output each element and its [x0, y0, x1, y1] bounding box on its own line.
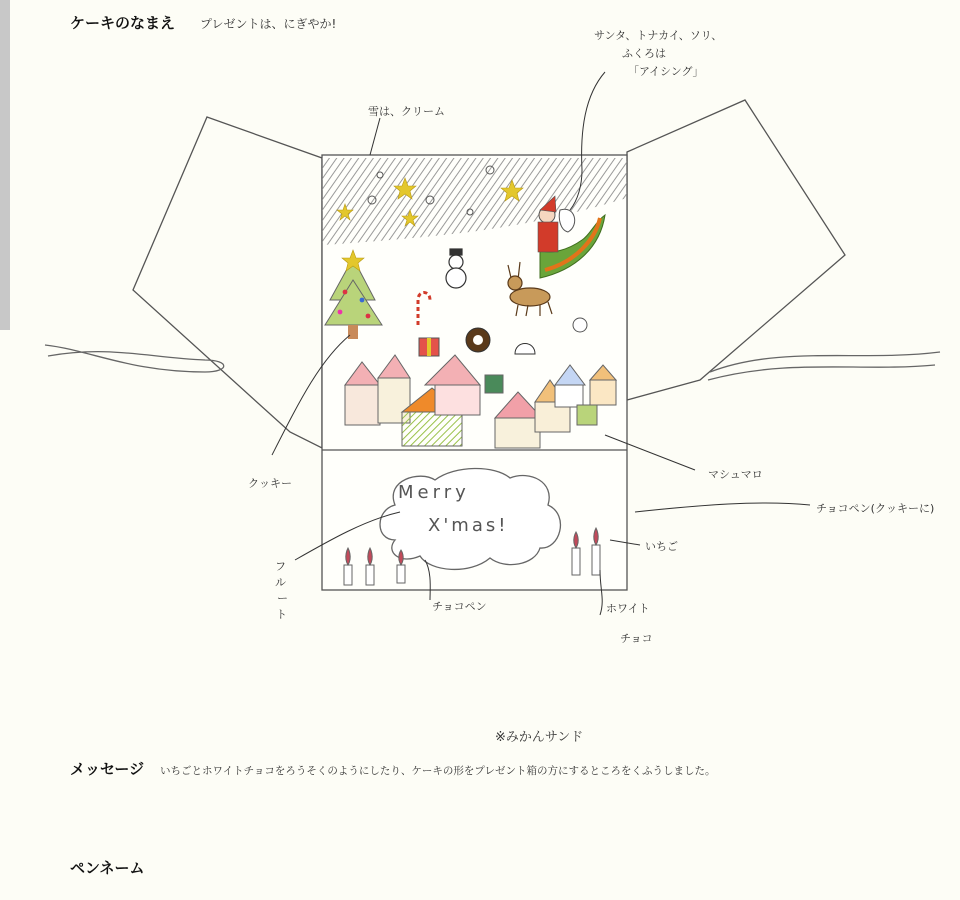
- right-flap: [627, 100, 845, 400]
- annotation-snow-cream: 雪は、クリーム: [368, 105, 445, 118]
- message-value: いちごとホワイトチョコをろうそくのようにしたり、ケーキの形をプレゼント箱の方にするところをくふうしました。: [160, 765, 716, 777]
- annotation-choco-pen: チョコペン: [432, 600, 487, 613]
- xmas-text: X'mas!: [428, 515, 509, 536]
- cake-name-value: プレゼントは、にぎやか!: [200, 17, 337, 31]
- cake-name-label: ケーキのなまえ: [70, 14, 176, 32]
- annotation-strawberry: いちご: [645, 540, 678, 553]
- annotation-choco-pen-cookie: チョコペン(クッキーに): [816, 502, 935, 515]
- annotation-flute-3: ー: [277, 592, 288, 605]
- pen-name-label: ペンネーム: [70, 859, 145, 877]
- present: [419, 338, 439, 356]
- right-ribbon: [708, 352, 940, 380]
- annotation-cookie: クッキー: [248, 477, 292, 490]
- wreath: [466, 328, 490, 352]
- annotation-flute-2: ル: [275, 576, 286, 589]
- annotation-mikan-sand: ※みかんサンド: [495, 730, 584, 745]
- annotation-marshmallow: マシュマロ: [708, 468, 763, 481]
- annotation-bag-icing-2: 「アイシング」: [628, 65, 704, 78]
- annotation-flute-4: ト: [276, 608, 287, 621]
- annotation-bag-icing-1: ふくろは: [622, 47, 666, 60]
- left-flap: [133, 117, 322, 448]
- merry-text: Merry: [398, 482, 470, 503]
- annotation-white-choco-1: ホワイト: [606, 602, 650, 615]
- annotation-white-choco-2: チョコ: [620, 632, 653, 645]
- annotation-flute-1: フ: [275, 560, 286, 573]
- left-ribbon: [45, 345, 224, 372]
- annotation-santa: サンタ、トナカイ、ソリ、: [594, 29, 723, 42]
- message-label: メッセージ: [70, 760, 145, 778]
